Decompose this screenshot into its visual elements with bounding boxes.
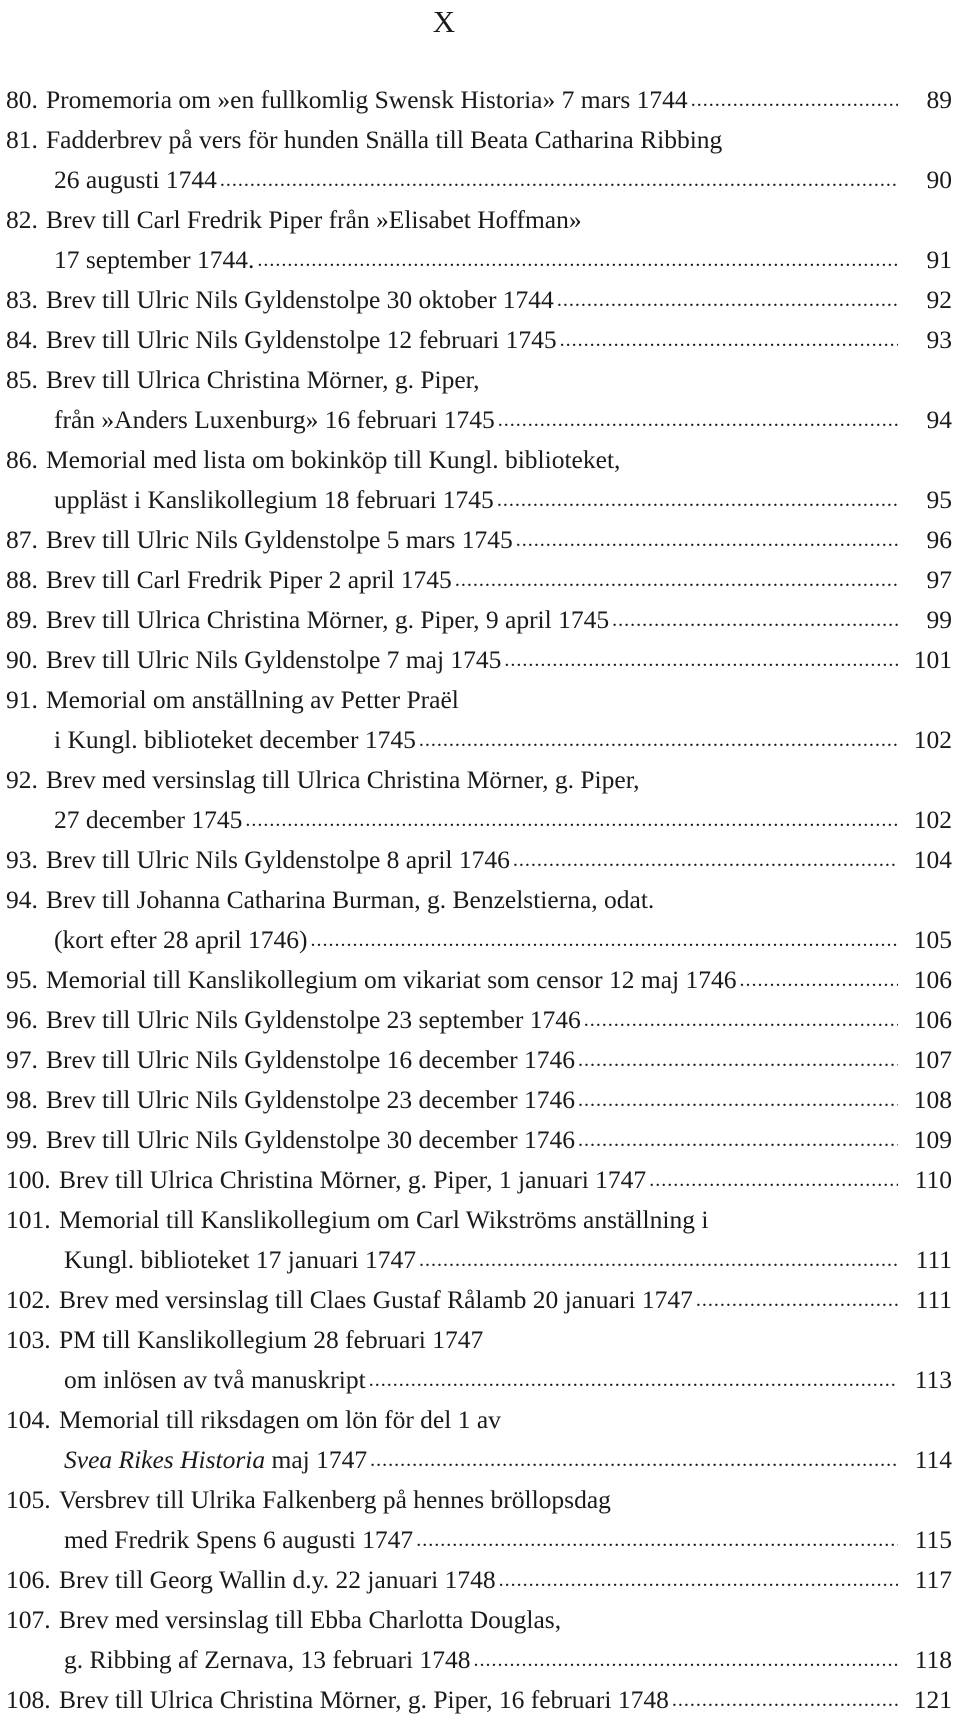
entry-title-text: Fadderbrev på vers för hunden Snälla till Beata Catharina Ribbing	[46, 125, 723, 154]
entry-number: 87.	[6, 525, 38, 554]
toc-entry	[0, 1040, 960, 1080]
entry-title-text	[64, 1440, 367, 1480]
entry-page-number: 110	[914, 1165, 952, 1194]
toc-entry-line	[0, 520, 960, 560]
entry-title-text: Brev till Ulric Nils Gyldenstolpe 5 mars 1745	[46, 525, 513, 554]
entry-page-number: 115	[914, 1525, 952, 1554]
toc-entry-line	[0, 1200, 960, 1240]
toc-entry	[0, 1480, 960, 1560]
entry-page-number: 105	[913, 925, 952, 954]
toc-entry-continuation	[0, 400, 960, 440]
dot-leader	[413, 1520, 898, 1560]
dot-leader	[737, 960, 898, 1000]
entry-title-line	[54, 160, 898, 200]
entry-page-number: 101	[913, 645, 952, 674]
toc-entry	[0, 1120, 960, 1160]
entry-number: 90.	[6, 645, 38, 674]
toc-entry-continuation	[0, 800, 960, 840]
dot-leader	[416, 720, 898, 760]
entry-title-text: (kort efter 28 april 1746)	[54, 925, 308, 954]
entry-number: 81.	[6, 125, 38, 154]
entry-page-number: 108	[913, 1085, 952, 1114]
toc-entry	[0, 880, 960, 960]
entry-title-line	[46, 280, 898, 320]
entry-title-text: Brev till Ulrica Christina Mörner, g. Piper, 16 februari 1748	[59, 1685, 669, 1714]
entry-title-line	[46, 1080, 898, 1120]
entry-page-number: 106	[913, 965, 952, 994]
entry-title-text: Brev till Carl Fredrik Piper från »Elisabet Hoffman»	[46, 205, 582, 234]
entry-page-number: 102	[913, 725, 952, 754]
entry-number: 93.	[6, 845, 38, 874]
entry-title-line	[64, 1640, 898, 1680]
entry-title-line	[54, 480, 898, 520]
entry-number: 101.	[6, 1205, 51, 1234]
toc-entry-line	[0, 1680, 960, 1720]
toc-entry-line	[0, 1160, 960, 1200]
toc-entry-line	[0, 960, 960, 1000]
entry-title-text: Brev till Johanna Catharina Burman, g. Benzelstierna, odat.	[46, 885, 655, 914]
entry-title-text: Memorial om anställning av Petter Praël	[46, 685, 459, 714]
entry-title-text: Memorial till Kanslikollegium om vikariat som censor 12 maj 1746	[46, 965, 737, 994]
dot-leader	[308, 920, 899, 960]
toc-entry	[0, 1560, 960, 1600]
entry-title-line	[54, 400, 898, 440]
toc-entry	[0, 1320, 960, 1400]
entry-title-line	[64, 1360, 898, 1400]
entry-title-line	[64, 1520, 898, 1560]
entry-title-text: Brev till Ulric Nils Gyldenstolpe 30 december 1746	[46, 1125, 576, 1154]
entry-title-text: 27 december 1745	[54, 805, 243, 834]
entry-number: 80.	[6, 85, 38, 114]
toc-entry-line	[0, 120, 960, 160]
dot-leader	[242, 800, 898, 840]
entry-number: 88.	[6, 565, 38, 594]
toc-entry	[0, 120, 960, 200]
dot-leader	[254, 240, 898, 280]
dot-leader	[494, 480, 898, 520]
entry-number: 84.	[6, 325, 38, 354]
entry-page-number: 111	[915, 1245, 952, 1274]
toc-entry-line	[0, 280, 960, 320]
entry-page-number: 117	[914, 1565, 952, 1594]
entry-title-text: Brev med versinslag till Ebba Charlotta Douglas,	[59, 1605, 562, 1634]
entry-page-number: 109	[913, 1125, 952, 1154]
entry-number: 98.	[6, 1085, 38, 1114]
toc-entry-line	[0, 1040, 960, 1080]
entry-title-line	[46, 960, 898, 1000]
entry-title-line	[54, 800, 898, 840]
entry-title-text: 26 augusti 1744	[54, 165, 217, 194]
dot-leader	[575, 1040, 898, 1080]
dot-leader	[416, 1240, 898, 1280]
entry-number: 89.	[6, 605, 38, 634]
toc-entry	[0, 680, 960, 760]
entry-title-text: Brev till Ulric Nils Gyldenstolpe 16 december 1746	[46, 1045, 576, 1074]
toc-entry-line	[0, 360, 960, 400]
entry-page-number: 94	[926, 405, 952, 434]
dot-leader	[557, 320, 898, 360]
toc-entry	[0, 1160, 960, 1200]
entry-number: 92.	[6, 765, 38, 794]
entry-title-text: Memorial till riksdagen om lön för del 1 av	[59, 1405, 501, 1434]
entry-page-number: 95	[926, 485, 952, 514]
entry-title-text: Brev till Ulric Nils Gyldenstolpe 23 september 1746	[46, 1005, 581, 1034]
entry-title-text: PM till Kanslikollegium 28 februari 1747	[59, 1325, 484, 1354]
entry-title-text: i Kungl. biblioteket december 1745	[54, 725, 416, 754]
toc-entry-line	[0, 880, 960, 920]
entry-page-number: 118	[914, 1645, 952, 1674]
entry-title-text: Brev till Ulric Nils Gyldenstolpe 7 maj 1745	[46, 645, 502, 674]
toc-entry	[0, 360, 960, 440]
dot-leader	[554, 280, 898, 320]
entry-number: 91.	[6, 685, 38, 714]
entry-number: 85.	[6, 365, 38, 394]
entry-title-text: Brev till Carl Fredrik Piper 2 april 1745	[46, 565, 452, 594]
entry-title-line	[46, 840, 898, 880]
entry-page-number: 89	[926, 85, 952, 114]
dot-leader	[217, 160, 898, 200]
toc-entry-line	[0, 760, 960, 800]
toc-entry-line	[0, 640, 960, 680]
entry-page-number: 91	[926, 245, 952, 274]
toc-entry	[0, 80, 960, 120]
entry-number: 100.	[6, 1165, 51, 1194]
entry-number: 86.	[6, 445, 38, 474]
toc-entry-line	[0, 1320, 960, 1360]
dot-leader	[609, 600, 898, 640]
toc-entry-continuation	[0, 160, 960, 200]
entry-page-number: 113	[914, 1365, 952, 1394]
entry-title-text: Promemoria om »en fullkomlig Swensk Historia» 7 mars 1744	[46, 85, 688, 114]
toc-entry	[0, 320, 960, 360]
entry-title-text: Brev till Ulrica Christina Mörner, g. Piper,	[46, 365, 480, 394]
entry-number: 107.	[6, 1605, 51, 1634]
entry-number: 106.	[6, 1565, 51, 1594]
entry-title-line	[46, 520, 898, 560]
entry-number: 99.	[6, 1125, 38, 1154]
toc-entry-line	[0, 1480, 960, 1520]
entry-page-number: 99	[926, 605, 952, 634]
dot-leader	[575, 1120, 898, 1160]
entry-title-line	[59, 1680, 898, 1720]
entry-title-text: Brev till Ulrica Christina Mörner, g. Piper, 9 april 1745	[46, 605, 610, 634]
entry-title-text: Memorial med lista om bokinköp till Kungl. biblioteket,	[46, 445, 621, 474]
entry-page-number: 97	[926, 565, 952, 594]
entry-title-text: uppläst i Kanslikollegium 18 februari 1745	[54, 485, 494, 514]
entry-title-line	[46, 600, 898, 640]
dot-leader	[513, 520, 898, 560]
toc-entry	[0, 440, 960, 520]
entry-title-text: Brev med versinslag till Claes Gustaf Rålamb 20 januari 1747	[59, 1285, 693, 1314]
toc-entry-line	[0, 560, 960, 600]
entry-title-line	[64, 1440, 898, 1480]
page-number: X	[432, 4, 456, 39]
entry-page-number: 104	[913, 845, 952, 874]
toc-entry	[0, 640, 960, 680]
toc-entry-line	[0, 1280, 960, 1320]
entry-title-text: Brev till Ulric Nils Gyldenstolpe 12 februari 1745	[46, 325, 557, 354]
entry-title-text: från »Anders Luxenburg» 16 februari 1745	[54, 405, 495, 434]
toc-entry-continuation	[0, 1240, 960, 1280]
toc-entry-line	[0, 440, 960, 480]
entry-title-line	[46, 1040, 898, 1080]
entry-title-text: Brev till Ulrica Christina Mörner, g. Piper, 1 januari 1747	[59, 1165, 647, 1194]
entry-title-line	[59, 1280, 898, 1320]
dot-leader	[581, 1000, 898, 1040]
toc-entry-line	[0, 600, 960, 640]
toc-entry-continuation	[0, 720, 960, 760]
toc-entry	[0, 1600, 960, 1680]
entry-title-text: 17 september 1744.	[54, 245, 255, 274]
toc-entry-continuation	[0, 1640, 960, 1680]
entry-page-number: 96	[926, 525, 952, 554]
entry-number: 82.	[6, 205, 38, 234]
entry-page-number: 114	[914, 1445, 952, 1474]
entry-title-text: Brev till Ulric Nils Gyldenstolpe 23 december 1746	[46, 1085, 576, 1114]
entry-page-number: 90	[926, 165, 952, 194]
entry-title-line	[46, 1120, 898, 1160]
entry-title-text: Brev till Georg Wallin d.y. 22 januari 1748	[59, 1565, 496, 1594]
entry-page-number: 102	[913, 805, 952, 834]
entry-title-text: Brev med versinslag till Ulrica Christina Mörner, g. Piper,	[46, 765, 640, 794]
entry-date: maj 1747	[265, 1445, 368, 1474]
entry-number: 96.	[6, 1005, 38, 1034]
entry-title-line	[46, 640, 898, 680]
entry-number: 95.	[6, 965, 38, 994]
entry-title-text: Brev till Ulric Nils Gyldenstolpe 8 april 1746	[46, 845, 510, 874]
toc-entry	[0, 1280, 960, 1320]
toc-entry-continuation	[0, 240, 960, 280]
toc-entry-line	[0, 1600, 960, 1640]
entry-number: 83.	[6, 285, 38, 314]
toc-entry-line	[0, 80, 960, 120]
entry-title-line	[46, 320, 898, 360]
entry-page-number: 107	[913, 1045, 952, 1074]
dot-leader	[495, 400, 898, 440]
toc-entry-continuation	[0, 1360, 960, 1400]
entry-title-line	[54, 920, 898, 960]
toc-entry-line	[0, 840, 960, 880]
toc-entry	[0, 960, 960, 1000]
dot-leader	[367, 1440, 898, 1480]
toc-entry-line	[0, 1000, 960, 1040]
dot-leader	[646, 1160, 898, 1200]
entry-title-text: Brev till Ulric Nils Gyldenstolpe 30 oktober 1744	[46, 285, 554, 314]
toc-entry	[0, 1080, 960, 1120]
toc-entry-line	[0, 1560, 960, 1600]
dot-leader	[366, 1360, 898, 1400]
toc-entry-continuation	[0, 1440, 960, 1480]
table-of-contents	[0, 80, 960, 1720]
toc-entry	[0, 1400, 960, 1480]
toc-entry	[0, 600, 960, 640]
toc-entry	[0, 520, 960, 560]
dot-leader	[669, 1680, 898, 1720]
toc-entry	[0, 1200, 960, 1280]
entry-title-line	[54, 240, 898, 280]
toc-entry-line	[0, 1080, 960, 1120]
entry-title-line	[64, 1240, 898, 1280]
entry-title-text: Versbrev till Ulrika Falkenberg på hennes bröllopsdag	[59, 1485, 611, 1514]
toc-entry	[0, 760, 960, 840]
toc-entry	[0, 1000, 960, 1040]
entry-title-text: om inlösen av två manuskript	[64, 1365, 366, 1394]
toc-entry	[0, 1680, 960, 1720]
entry-title-line	[46, 560, 898, 600]
entry-title-text: Memorial till Kanslikollegium om Carl Wikströms anställning i	[59, 1205, 709, 1234]
entry-number: 104.	[6, 1405, 51, 1434]
entry-number: 105.	[6, 1485, 51, 1514]
dot-leader	[452, 560, 898, 600]
dot-leader	[688, 80, 898, 120]
entry-title-text: Kungl. biblioteket 17 januari 1747	[64, 1245, 416, 1274]
entry-number: 102.	[6, 1285, 51, 1314]
dot-leader	[575, 1080, 898, 1120]
entry-number: 97.	[6, 1045, 38, 1074]
entry-number: 108.	[6, 1685, 51, 1714]
toc-entry-continuation	[0, 920, 960, 960]
toc-entry-line	[0, 320, 960, 360]
toc-entry-continuation	[0, 1520, 960, 1560]
entry-title-text: g. Ribbing af Zernava, 13 februari 1748	[64, 1645, 471, 1674]
toc-entry	[0, 200, 960, 280]
dot-leader	[496, 1560, 898, 1600]
toc-entry	[0, 280, 960, 320]
dot-leader	[501, 640, 898, 680]
toc-entry	[0, 560, 960, 600]
toc-entry-continuation	[0, 480, 960, 520]
toc-entry	[0, 840, 960, 880]
entry-title-line	[59, 1160, 898, 1200]
toc-entry-line	[0, 1120, 960, 1160]
work-title-italic: Svea Rikes Historia	[64, 1445, 266, 1474]
toc-entry-line	[0, 1400, 960, 1440]
entry-page-number: 93	[926, 325, 952, 354]
entry-page-number: 106	[913, 1005, 952, 1034]
entry-page-number: 121	[913, 1685, 952, 1714]
toc-entry-line	[0, 680, 960, 720]
entry-number: 103.	[6, 1325, 51, 1354]
toc-entry-line	[0, 200, 960, 240]
dot-leader	[693, 1280, 898, 1320]
dot-leader	[510, 840, 898, 880]
entry-title-line	[46, 80, 898, 120]
entry-number: 94.	[6, 885, 38, 914]
entry-page-number: 111	[915, 1285, 952, 1314]
entry-title-line	[54, 720, 898, 760]
entry-title-line	[46, 1000, 898, 1040]
entry-page-number: 92	[926, 285, 952, 314]
entry-title-line	[59, 1560, 898, 1600]
dot-leader	[470, 1640, 898, 1680]
entry-title-text: med Fredrik Spens 6 augusti 1747	[64, 1525, 414, 1554]
